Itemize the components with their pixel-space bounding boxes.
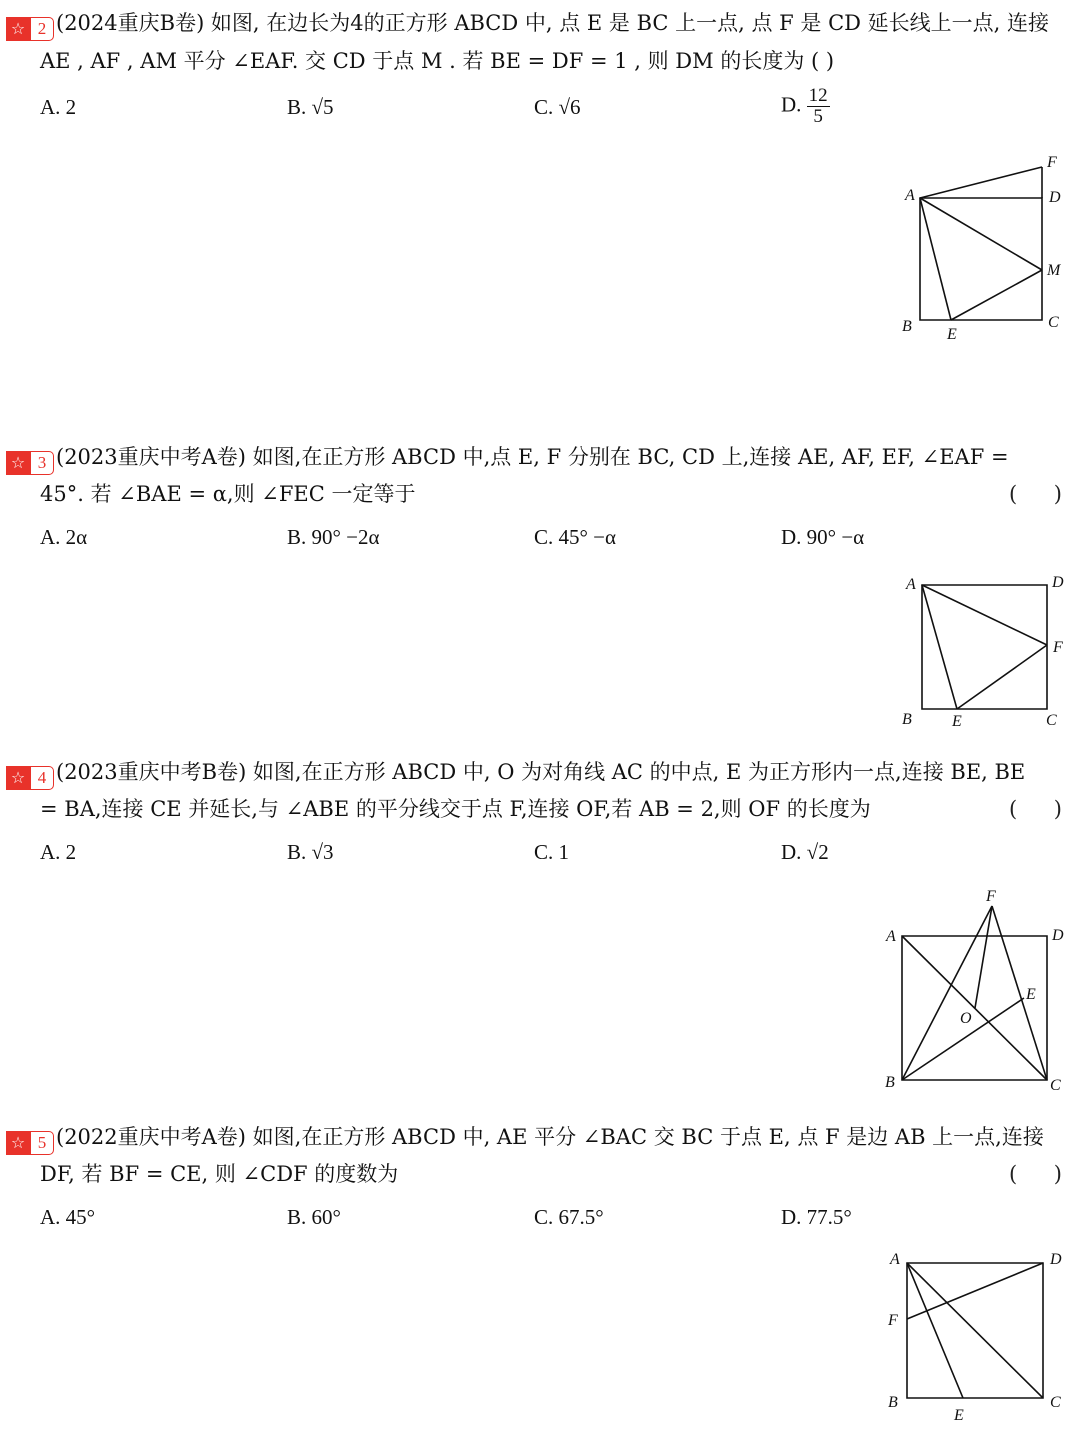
segment-bf [902, 906, 992, 1080]
label-e: E [1026, 986, 1036, 1003]
problem-badge [6, 762, 54, 786]
segment-af [922, 585, 1047, 645]
label-d: D [1052, 927, 1064, 944]
option-b[interactable]: B. √5 [287, 95, 334, 119]
problem-number: 3 [30, 451, 54, 475]
problem-2-text-2: AE , AF , AM 平分 ∠EAF. 交 CD 于点 M . 若 BE = DF = 1 , 则 DM 的长度为 ( ) [40, 49, 835, 73]
problem-2-figure [895, 150, 1075, 345]
segment-ae [907, 1263, 963, 1398]
answer-blank[interactable]: ( ) [1008, 797, 1062, 821]
segment-df [907, 1263, 1043, 1319]
option-c[interactable]: C. √6 [534, 95, 581, 119]
label-e: E [954, 1407, 964, 1424]
option-d[interactable]: D. 90° −α [781, 525, 865, 549]
problem-4-figure [880, 880, 1075, 1095]
star-icon: ☆ [6, 17, 30, 41]
option-a[interactable]: A. 2 [40, 840, 77, 864]
label-f: F [1047, 154, 1057, 171]
problem-4-text-1: (2023重庆中考B卷) 如图,在正方形 ABCD 中, O 为对角线 AC 的中点, E 为正方形内一点,连接 BE, BE [56, 760, 1026, 784]
label-d: D [1052, 574, 1064, 591]
answer-blank[interactable]: ( ) [1008, 1162, 1062, 1186]
problem-2-text-1: (2024重庆B卷) 如图, 在边长为4的正方形 ABCD 中, 点 E 是 BC 上一点, 点 F 是 CD 延长线上一点, 连接 [56, 11, 1050, 35]
option-a[interactable]: A. 2 [40, 95, 77, 119]
problem-4-options [40, 837, 1040, 881]
problem-number: 4 [30, 766, 54, 790]
problem-2-options [40, 85, 1040, 136]
label-f: F [1053, 639, 1063, 656]
label-e: E [947, 326, 957, 343]
label-b: B [902, 318, 912, 335]
star-icon: ☆ [6, 766, 30, 790]
diagonal-ac [907, 1263, 1043, 1398]
option-d[interactable]: D. 77.5° [781, 1205, 852, 1229]
option-b[interactable]: B. 60° [287, 1205, 341, 1229]
option-a[interactable]: A. 2α [40, 525, 88, 549]
square-diagram [895, 565, 1075, 735]
label-a: A [906, 576, 916, 593]
fraction-denominator: 5 [813, 106, 823, 127]
problem-3-options [40, 522, 1040, 566]
segment-cf [992, 906, 1047, 1080]
problem-badge [6, 13, 54, 37]
problem-3-line-2 [40, 480, 1058, 508]
label-a: A [886, 928, 896, 945]
option-d[interactable]: D. √2 [781, 840, 829, 864]
label-c: C [1048, 314, 1059, 331]
option-b[interactable]: B. √3 [287, 840, 334, 864]
square-diagram [895, 150, 1075, 345]
problem-number: 2 [30, 17, 54, 41]
problem-badge [6, 447, 54, 471]
label-a: A [905, 187, 915, 204]
label-c: C [1050, 1394, 1061, 1411]
problem-3-line-1 [6, 443, 1058, 471]
option-d-label: D. [781, 92, 802, 117]
label-m: M [1047, 262, 1061, 279]
option-d[interactable] [781, 86, 830, 127]
segment-ef [957, 645, 1047, 709]
problem-5-figure [880, 1245, 1075, 1430]
segment-ae [922, 585, 957, 709]
problem-4-line-1 [6, 758, 1058, 786]
label-e: E [952, 713, 962, 730]
problem-5-options [40, 1202, 1040, 1246]
segment-af [920, 167, 1042, 198]
problem-2-line-2 [40, 47, 1058, 75]
star-icon: ☆ [6, 1131, 30, 1155]
problem-4-text-2: = BA,连接 CE 并延长,与 ∠ABE 的平分线交于点 F,连接 OF,若 AB = 2,则 OF 的长度为 [40, 797, 871, 821]
problem-3-text-2: 45°. 若 ∠BAE = α,则 ∠FEC 一定等于 [40, 482, 416, 506]
square-diagram [880, 1245, 1075, 1430]
option-c[interactable]: C. 67.5° [534, 1205, 604, 1229]
label-f: F [986, 888, 996, 905]
problem-5-line-2 [40, 1160, 1058, 1188]
problem-5-line-1 [6, 1123, 1058, 1151]
fraction-numerator: 12 [808, 85, 828, 106]
label-f: F [888, 1312, 898, 1329]
option-c[interactable]: C. 1 [534, 840, 570, 864]
segment-em [951, 270, 1042, 320]
option-c[interactable]: C. 45° −α [534, 525, 617, 549]
problem-5-text-1: (2022重庆中考A卷) 如图,在正方形 ABCD 中, AE 平分 ∠BAC 交 BC 于点 E, 点 F 是边 AB 上一点,连接 [56, 1125, 1044, 1149]
segment-am [920, 198, 1042, 270]
problem-4-line-2 [40, 795, 1058, 823]
problem-3-figure [895, 565, 1075, 735]
label-b: B [902, 711, 912, 728]
label-b: B [888, 1394, 898, 1411]
segment-ae [920, 198, 951, 320]
label-c: C [1046, 712, 1057, 729]
problem-badge [6, 1127, 54, 1151]
option-a[interactable]: A. 45° [40, 1205, 96, 1229]
option-d-fraction [807, 86, 830, 127]
problem-number: 5 [30, 1131, 54, 1155]
diagonal-ac [902, 936, 1047, 1080]
option-b[interactable]: B. 90° −2α [287, 525, 380, 549]
label-b: B [885, 1074, 895, 1091]
label-o: O [960, 1010, 972, 1027]
square-diagram [880, 880, 1075, 1095]
label-d: D [1050, 1251, 1062, 1268]
problem-5-text-2: DF, 若 BF = CE, 则 ∠CDF 的度数为 [40, 1162, 399, 1186]
problem-3-text-1: (2023重庆中考A卷) 如图,在正方形 ABCD 中,点 E, F 分别在 BC, CD 上,连接 AE, AF, EF, ∠EAF = [56, 445, 1009, 469]
label-d: D [1049, 189, 1061, 206]
label-c: C [1050, 1077, 1061, 1094]
problem-2-line-1 [6, 9, 1058, 37]
answer-blank[interactable]: ( ) [1008, 482, 1062, 506]
label-a: A [890, 1251, 900, 1268]
star-icon: ☆ [6, 451, 30, 475]
